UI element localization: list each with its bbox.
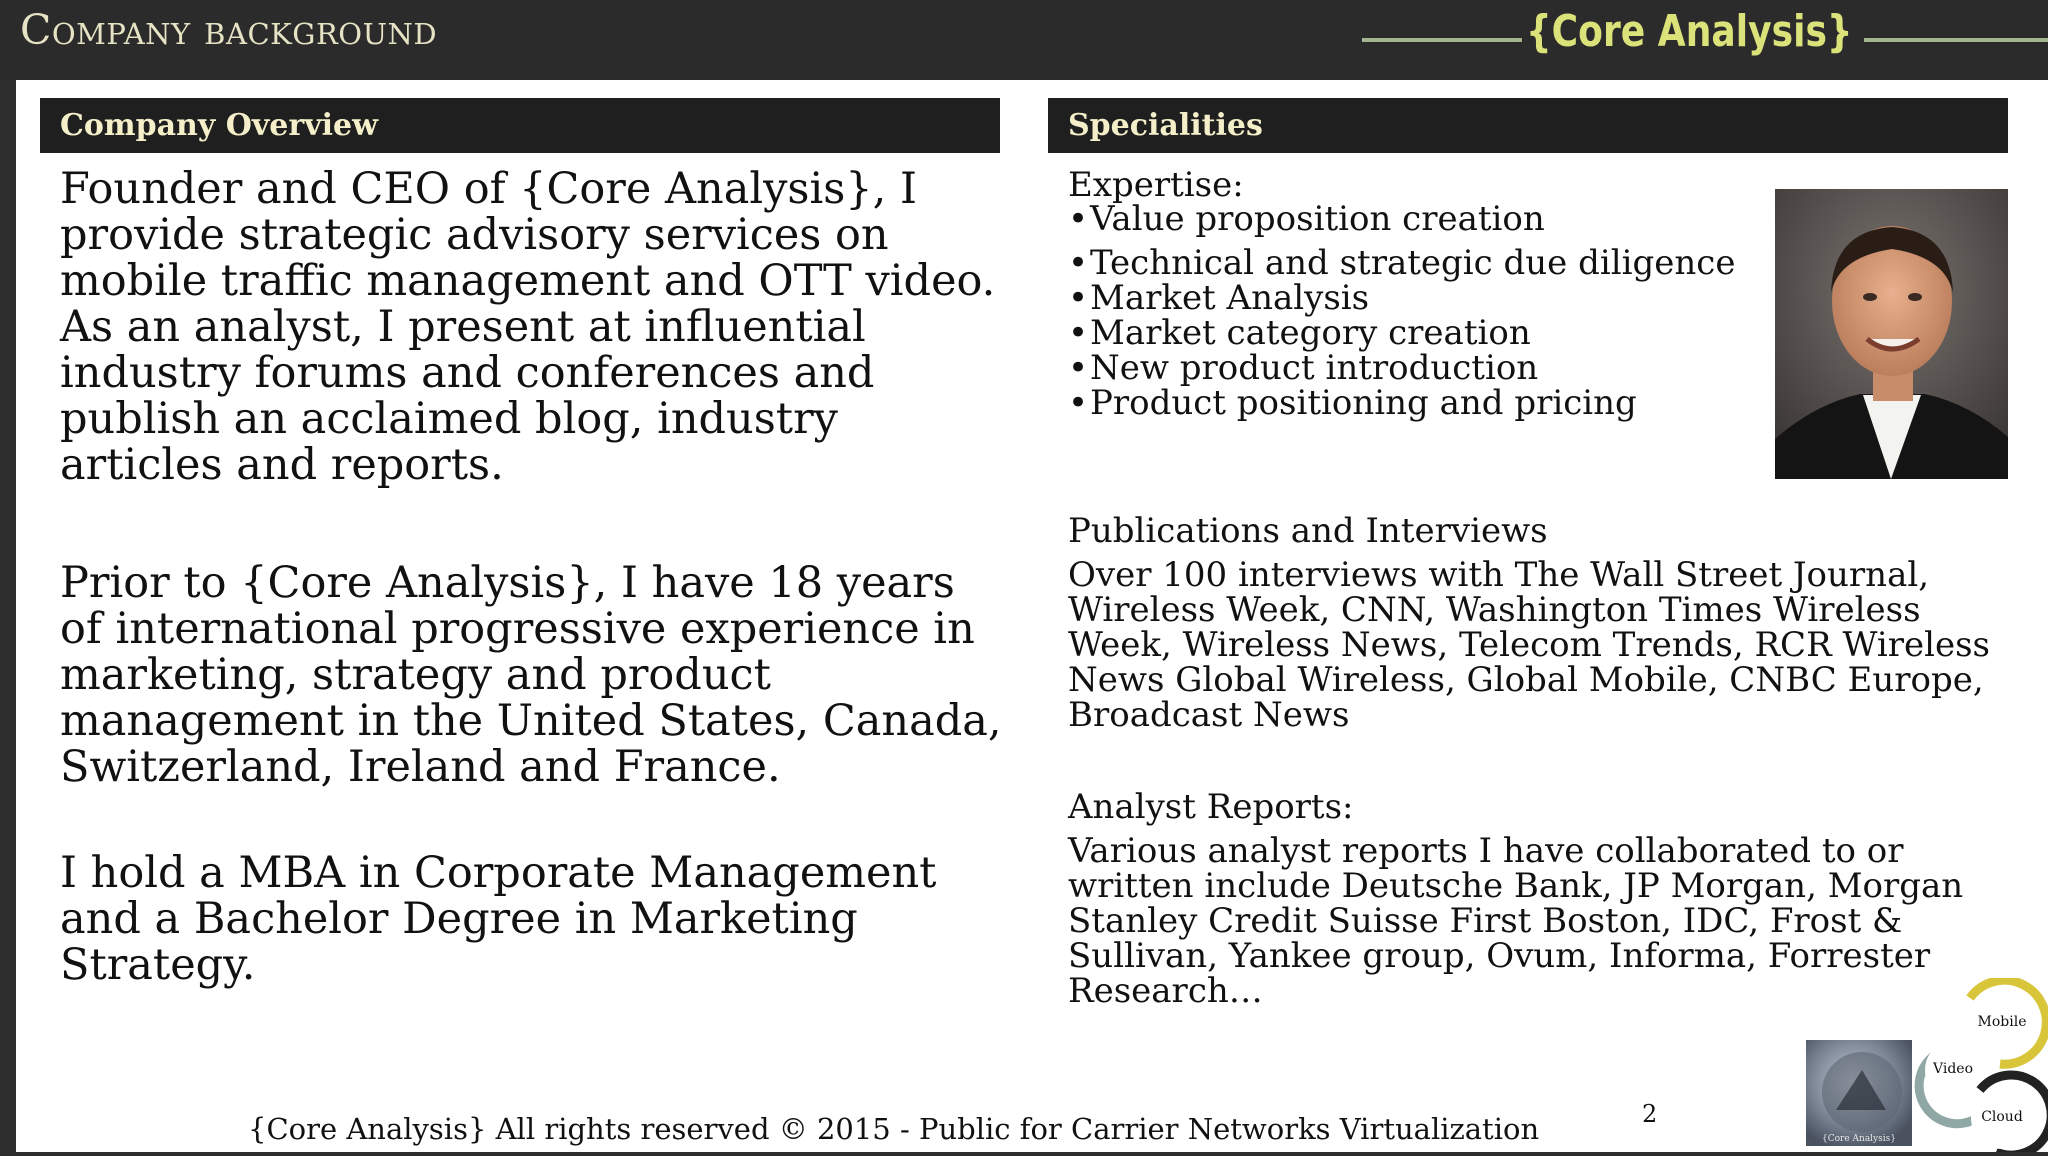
bullet-icon: • — [1068, 313, 1089, 353]
expertise-item-label: Technical and strategic due diligence — [1090, 243, 1736, 283]
cycle-label-cloud: Cloud — [1981, 1109, 2023, 1125]
list-item — [1068, 243, 1736, 283]
mobile-video-cloud-cycle — [1910, 978, 2048, 1152]
list-item — [1068, 199, 1735, 239]
reports-text: Various analyst reports I have collaborated to or written include Deutsche Bank, JP Morgan, Morgan Stanley Credit Suisse First Boston, IDC, Frost & Sullivan, Yankee group, Ovum, Informa, Forrester Research… — [1068, 831, 1964, 1011]
bullet-icon: • — [1068, 278, 1089, 318]
logo-caption: {Core Analysis} — [1822, 1134, 1896, 1144]
core-analysis-logo — [1806, 1040, 1912, 1146]
footer-copyright: {Core Analysis} All rights reserved © 2015 - Public for Carrier Networks Virtualization — [248, 1112, 1540, 1146]
overview-paragraph-3: I hold a MBA in Corporate Management and a Bachelor Degree in Marketing Strategy. — [60, 848, 937, 990]
expertise-item-label: New product introduction — [1090, 348, 1539, 388]
expertise-item-label: Market category creation — [1090, 313, 1531, 353]
cycle-diagram — [1910, 978, 2048, 1152]
specialities-header: Specialities — [1048, 98, 2008, 153]
expertise-item-label: Market Analysis — [1090, 278, 1370, 318]
portrait-photo — [1775, 189, 2008, 479]
expertise-list — [1068, 199, 1736, 423]
bullet-icon: • — [1068, 243, 1089, 283]
publications-title: Publications and Interviews — [1068, 511, 1548, 551]
list-item — [1068, 278, 1735, 318]
reports-title: Analyst Reports: — [1068, 787, 1354, 827]
brand-line-right — [1864, 38, 2048, 42]
list-item — [1068, 348, 1735, 388]
bullet-icon: • — [1068, 383, 1089, 423]
title-bar — [0, 0, 2048, 80]
expertise-item-label: Value proposition creation — [1090, 199, 1545, 239]
bullet-icon: • — [1068, 348, 1089, 388]
brand-line-left — [1362, 38, 1522, 42]
overview-paragraph-1: Founder and CEO of {Core Analysis}, I provide strategic advisory services on mobile traffic management and OTT video. As an analyst, I present at influential industry forums and conferences and publish an acclaimed blog, industry articles and reports. — [60, 164, 996, 490]
page-title: Company background — [20, 6, 438, 54]
bullet-icon: • — [1068, 199, 1089, 239]
cycle-label-mobile: Mobile — [1977, 1014, 2027, 1030]
portrait-image — [1775, 189, 2008, 479]
overview-paragraph-2: Prior to {Core Analysis}, I have 18 years of international progressive experience in marketing, strategy and product management in the United States, Canada, Switzerland, Ireland and France. — [60, 558, 1002, 792]
list-item — [1068, 313, 1735, 353]
list-item — [1068, 383, 1735, 423]
logo-graphic — [1806, 1040, 1912, 1146]
page-number: 2 — [1642, 1100, 1658, 1128]
publications-text: Over 100 interviews with The Wall Street Journal, Wireless Week, CNN, Washington Times Wireless Week, Wireless News, Telecom Trends, RCR Wireless News Global Wireless, Global Mobile, CNBC Europe, Broadcast News — [1068, 555, 1990, 735]
expertise-item-label: Product positioning and pricing — [1090, 383, 1637, 423]
cycle-label-video: Video — [1932, 1061, 1974, 1077]
brand-name: {Core Analysis} — [1526, 6, 1853, 57]
expertise-title: Expertise: — [1068, 165, 1244, 205]
company-overview-header: Company Overview — [40, 98, 1000, 153]
